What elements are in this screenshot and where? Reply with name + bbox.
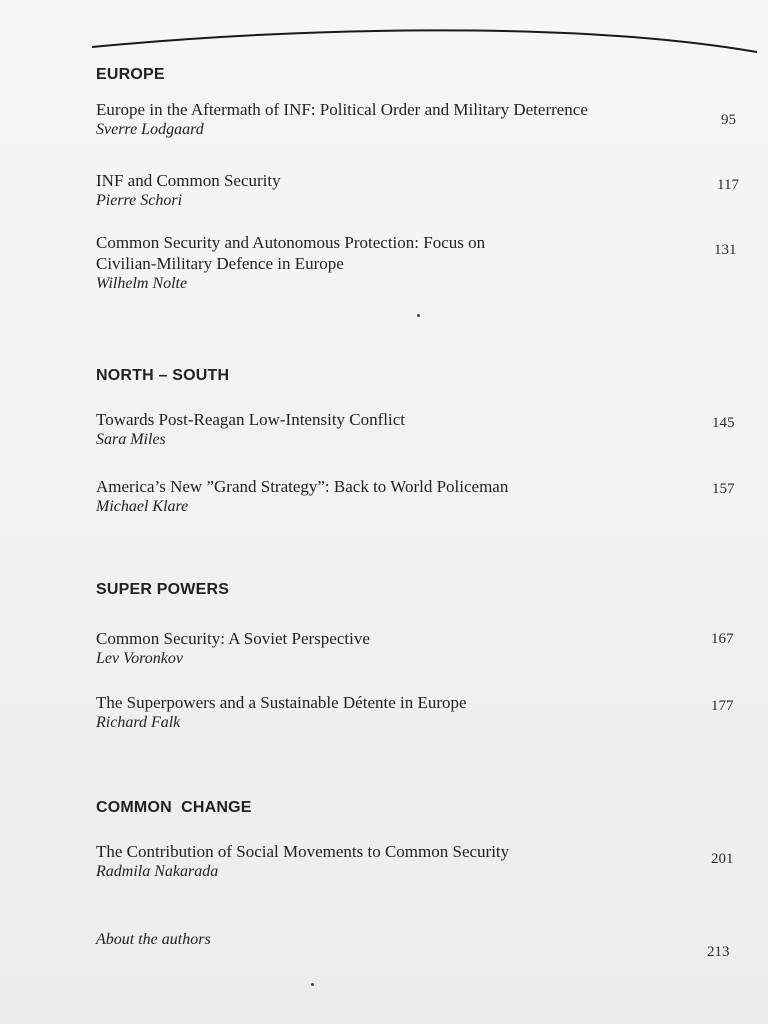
about-the-authors[interactable]: About the authors: [96, 931, 211, 948]
page-number: 201: [711, 851, 734, 867]
entry-author: Radmila Nakarada: [96, 863, 219, 880]
entry-author: Richard Falk: [96, 714, 181, 731]
page-number: 131: [714, 242, 737, 258]
entry-title: America’s New ”Grand Strategy”: Back to World Policeman: [96, 477, 509, 496]
entry-author: Lev Voronkov: [96, 650, 183, 667]
entry-title: Common Security: A Soviet Perspective: [96, 629, 370, 648]
page-number: 145: [712, 415, 735, 431]
toc-entry[interactable]: [96, 841, 656, 882]
print-speck: [311, 983, 314, 986]
page-number: 157: [712, 481, 735, 497]
toc-entry[interactable]: [96, 628, 656, 669]
print-speck: [417, 314, 420, 317]
section-heading-common-change: COMMON CHANGE: [96, 799, 252, 816]
page-number: 167: [711, 631, 734, 647]
toc-entry[interactable]: [96, 476, 656, 517]
entry-title: INF and Common Security: [96, 171, 281, 190]
page-number: 117: [717, 177, 739, 193]
entry-author: Sara Miles: [96, 431, 166, 448]
page-number: 95: [721, 112, 736, 128]
entry-author: Sverre Lodgaard: [96, 121, 204, 138]
entry-title: Towards Post-Reagan Low-Intensity Conflict: [96, 410, 406, 429]
page-number: 213: [707, 944, 730, 960]
entry-title: The Superpowers and a Sustainable Détente in Europe: [96, 693, 467, 712]
toc-entry[interactable]: [96, 692, 656, 733]
entry-title-line-2: Civilian-Military Defence in Europe: [96, 254, 344, 273]
entry-author: Pierre Schori: [96, 192, 183, 209]
entry-author: Wilhelm Nolte: [96, 275, 188, 292]
entry-title: The Contribution of Social Movements to Common Security: [96, 842, 510, 861]
entry-author: Michael Klare: [96, 498, 189, 515]
entry-title: Europe in the Aftermath of INF: Political Order and Military Deterrence: [96, 100, 588, 119]
toc-entry[interactable]: [96, 409, 656, 450]
toc-entry[interactable]: [96, 99, 656, 140]
section-heading-europe: EUROPE: [96, 66, 165, 83]
toc-entry[interactable]: [96, 170, 656, 211]
entry-title-line-1: Common Security and Autonomous Protection: Focus on: [96, 233, 486, 252]
top-rule: [92, 22, 757, 56]
section-heading-super-powers: SUPER POWERS: [96, 581, 230, 598]
section-heading-north-south: NORTH – SOUTH: [96, 367, 230, 384]
page-number: 177: [711, 698, 734, 714]
toc-entry[interactable]: [96, 232, 656, 294]
